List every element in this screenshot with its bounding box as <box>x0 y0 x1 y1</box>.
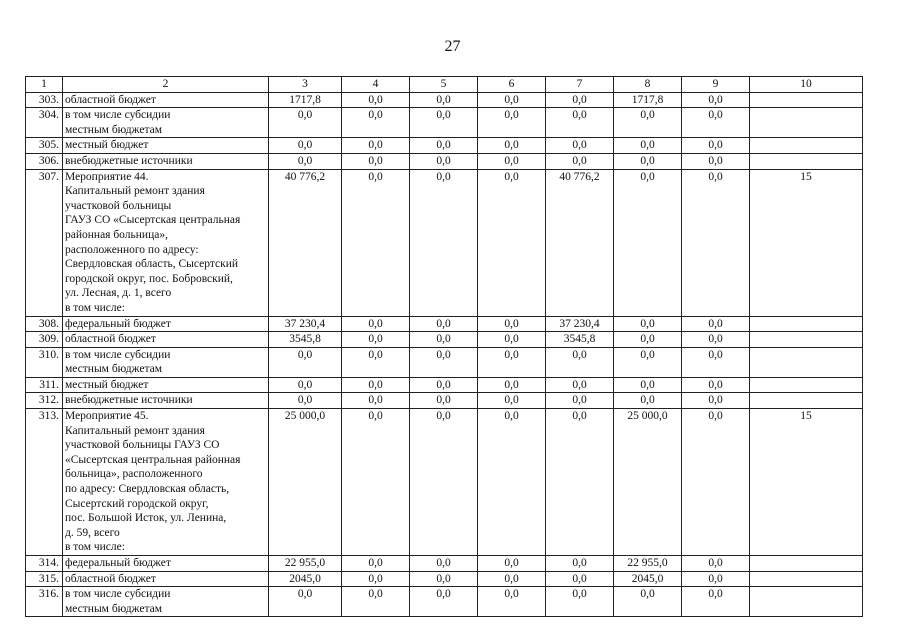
row-number-cell: 311. <box>26 377 63 393</box>
column-10-cell <box>750 108 863 138</box>
value-cell: 0,0 <box>682 316 750 332</box>
value-cell: 0,0 <box>614 377 682 393</box>
value-cell: 0,0 <box>410 138 478 154</box>
column-10-cell <box>750 377 863 393</box>
value-cell: 0,0 <box>614 332 682 348</box>
value-cell: 0,0 <box>682 571 750 587</box>
value-cell: 0,0 <box>478 377 546 393</box>
column-10-cell <box>750 587 863 617</box>
row-number-cell: 316. <box>26 587 63 617</box>
value-cell: 37 230,4 <box>546 316 614 332</box>
value-cell: 0,0 <box>478 393 546 409</box>
row-name-cell: областной бюджет <box>63 92 269 108</box>
header-cell: 1 <box>26 77 63 93</box>
value-cell: 0,0 <box>342 138 410 154</box>
column-10-cell: 15 <box>750 169 863 316</box>
value-cell: 0,0 <box>342 347 410 377</box>
value-cell: 2045,0 <box>269 571 342 587</box>
table-row <box>26 153 863 169</box>
row-number-cell: 305. <box>26 138 63 154</box>
value-cell: 0,0 <box>342 332 410 348</box>
value-cell: 0,0 <box>410 409 478 556</box>
value-cell: 40 776,2 <box>269 169 342 316</box>
column-10-cell <box>750 556 863 572</box>
row-name-cell: в том числе субсидии местным бюджетам <box>63 587 269 617</box>
value-cell: 0,0 <box>614 347 682 377</box>
column-10-cell <box>750 332 863 348</box>
row-number-cell: 309. <box>26 332 63 348</box>
row-number-cell: 313. <box>26 409 63 556</box>
column-10-cell <box>750 138 863 154</box>
value-cell: 0,0 <box>682 153 750 169</box>
value-cell: 0,0 <box>682 138 750 154</box>
value-cell: 0,0 <box>410 571 478 587</box>
value-cell: 0,0 <box>478 153 546 169</box>
value-cell: 0,0 <box>410 153 478 169</box>
value-cell: 0,0 <box>614 108 682 138</box>
value-cell: 0,0 <box>269 153 342 169</box>
value-cell: 0,0 <box>478 571 546 587</box>
table-row <box>26 92 863 108</box>
value-cell: 0,0 <box>342 377 410 393</box>
value-cell: 0,0 <box>410 393 478 409</box>
row-name-cell: Мероприятие 45. Капитальный ремонт здания участковой больницы ГАУЗ СО «Сысертская центральная районная больница», расположенного по адресу: Свердловская область, Сысертский городской округ, пос. Большой Исток, ул. Ленина, д. 59, всего в том числе: <box>63 409 269 556</box>
value-cell: 0,0 <box>614 316 682 332</box>
value-cell: 0,0 <box>269 377 342 393</box>
value-cell: 3545,8 <box>546 332 614 348</box>
row-name-cell: федеральный бюджет <box>63 316 269 332</box>
table-row <box>26 169 863 316</box>
value-cell: 0,0 <box>682 393 750 409</box>
value-cell: 0,0 <box>410 587 478 617</box>
row-number-cell: 306. <box>26 153 63 169</box>
column-10-cell <box>750 153 863 169</box>
value-cell: 0,0 <box>682 556 750 572</box>
value-cell: 0,0 <box>478 587 546 617</box>
value-cell: 0,0 <box>478 169 546 316</box>
value-cell: 0,0 <box>614 587 682 617</box>
header-cell: 5 <box>410 77 478 93</box>
value-cell: 0,0 <box>682 169 750 316</box>
value-cell: 0,0 <box>614 169 682 316</box>
header-cell: 9 <box>682 77 750 93</box>
budget-table <box>25 76 863 617</box>
value-cell: 0,0 <box>682 409 750 556</box>
column-10-cell <box>750 571 863 587</box>
row-name-cell: Мероприятие 44. Капитальный ремонт здания участковой больницы ГАУЗ СО «Сысертская центральная районная больница», расположенного по адресу: Свердловская область, Сысертский городской округ, пос. Бобровский, ул. Лесная, д. 1, всего в том числе: <box>63 169 269 316</box>
value-cell: 0,0 <box>342 587 410 617</box>
value-cell: 3545,8 <box>269 332 342 348</box>
header-cell: 10 <box>750 77 863 93</box>
table-row <box>26 587 863 617</box>
value-cell: 0,0 <box>478 332 546 348</box>
table-row <box>26 393 863 409</box>
value-cell: 2045,0 <box>614 571 682 587</box>
value-cell: 25 000,0 <box>269 409 342 556</box>
value-cell: 0,0 <box>478 316 546 332</box>
value-cell: 0,0 <box>478 108 546 138</box>
row-number-cell: 315. <box>26 571 63 587</box>
value-cell: 0,0 <box>269 347 342 377</box>
header-cell: 8 <box>614 77 682 93</box>
table-row <box>26 138 863 154</box>
value-cell: 0,0 <box>342 108 410 138</box>
row-name-cell: в том числе субсидии местным бюджетам <box>63 108 269 138</box>
value-cell: 0,0 <box>682 332 750 348</box>
row-name-cell: областной бюджет <box>63 332 269 348</box>
row-name-cell: внебюджетные источники <box>63 153 269 169</box>
value-cell: 0,0 <box>614 138 682 154</box>
value-cell: 0,0 <box>410 332 478 348</box>
value-cell: 0,0 <box>546 556 614 572</box>
value-cell: 25 000,0 <box>614 409 682 556</box>
value-cell: 0,0 <box>546 377 614 393</box>
value-cell: 0,0 <box>546 409 614 556</box>
table-row <box>26 347 863 377</box>
row-number-cell: 307. <box>26 169 63 316</box>
value-cell: 0,0 <box>342 556 410 572</box>
row-name-cell: областной бюджет <box>63 571 269 587</box>
value-cell: 0,0 <box>342 316 410 332</box>
value-cell: 0,0 <box>682 92 750 108</box>
value-cell: 0,0 <box>546 108 614 138</box>
value-cell: 0,0 <box>682 587 750 617</box>
row-number-cell: 303. <box>26 92 63 108</box>
table-row <box>26 409 863 556</box>
row-number-cell: 304. <box>26 108 63 138</box>
column-10-cell: 15 <box>750 409 863 556</box>
value-cell: 0,0 <box>342 409 410 556</box>
value-cell: 0,0 <box>546 571 614 587</box>
value-cell: 0,0 <box>342 92 410 108</box>
value-cell: 0,0 <box>410 556 478 572</box>
value-cell: 0,0 <box>269 108 342 138</box>
table-row <box>26 571 863 587</box>
value-cell: 0,0 <box>546 92 614 108</box>
table-row <box>26 332 863 348</box>
value-cell: 0,0 <box>478 138 546 154</box>
value-cell: 0,0 <box>410 316 478 332</box>
column-10-cell <box>750 316 863 332</box>
header-row <box>26 77 863 93</box>
value-cell: 22 955,0 <box>269 556 342 572</box>
value-cell: 1717,8 <box>614 92 682 108</box>
column-10-cell <box>750 393 863 409</box>
value-cell: 1717,8 <box>269 92 342 108</box>
value-cell: 0,0 <box>478 92 546 108</box>
value-cell: 0,0 <box>410 169 478 316</box>
value-cell: 0,0 <box>546 347 614 377</box>
header-cell: 6 <box>478 77 546 93</box>
value-cell: 0,0 <box>546 587 614 617</box>
value-cell: 0,0 <box>682 347 750 377</box>
page-number: 27 <box>444 38 461 55</box>
row-name-cell: федеральный бюджет <box>63 556 269 572</box>
value-cell: 0,0 <box>478 409 546 556</box>
value-cell: 0,0 <box>682 108 750 138</box>
value-cell: 0,0 <box>614 393 682 409</box>
value-cell: 0,0 <box>410 377 478 393</box>
value-cell: 0,0 <box>478 556 546 572</box>
row-name-cell: местный бюджет <box>63 377 269 393</box>
value-cell: 0,0 <box>682 377 750 393</box>
value-cell: 0,0 <box>546 393 614 409</box>
table-row <box>26 377 863 393</box>
value-cell: 37 230,4 <box>269 316 342 332</box>
column-10-cell <box>750 92 863 108</box>
header-cell: 3 <box>269 77 342 93</box>
value-cell: 0,0 <box>342 393 410 409</box>
value-cell: 0,0 <box>410 347 478 377</box>
header-cell: 4 <box>342 77 410 93</box>
value-cell: 0,0 <box>342 169 410 316</box>
value-cell: 0,0 <box>342 153 410 169</box>
value-cell: 0,0 <box>614 153 682 169</box>
value-cell: 0,0 <box>269 138 342 154</box>
value-cell: 0,0 <box>478 347 546 377</box>
value-cell: 22 955,0 <box>614 556 682 572</box>
value-cell: 0,0 <box>410 108 478 138</box>
table-row <box>26 556 863 572</box>
header-cell: 7 <box>546 77 614 93</box>
value-cell: 0,0 <box>269 393 342 409</box>
value-cell: 40 776,2 <box>546 169 614 316</box>
table-row <box>26 108 863 138</box>
row-name-cell: в том числе субсидии местным бюджетам <box>63 347 269 377</box>
row-number-cell: 310. <box>26 347 63 377</box>
value-cell: 0,0 <box>410 92 478 108</box>
row-number-cell: 314. <box>26 556 63 572</box>
header-cell: 2 <box>63 77 269 93</box>
row-number-cell: 308. <box>26 316 63 332</box>
column-10-cell <box>750 347 863 377</box>
value-cell: 0,0 <box>546 153 614 169</box>
value-cell: 0,0 <box>342 571 410 587</box>
value-cell: 0,0 <box>546 138 614 154</box>
row-name-cell: внебюджетные источники <box>63 393 269 409</box>
row-name-cell: местный бюджет <box>63 138 269 154</box>
table-row <box>26 316 863 332</box>
row-number-cell: 312. <box>26 393 63 409</box>
value-cell: 0,0 <box>269 587 342 617</box>
